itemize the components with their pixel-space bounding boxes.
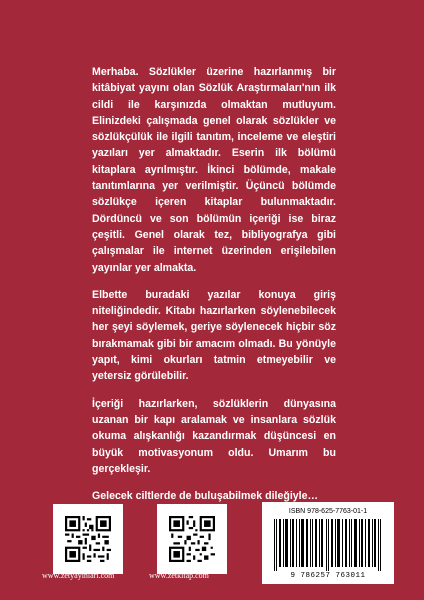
qr-code-zetkitap[interactable] bbox=[157, 504, 227, 574]
blurb-paragraph-1: Merhaba. Sözlükler üzerine hazırlanmış bir kitâbiyat yayını olan Sözlük Araştırmaları'nın ilk cildi ile karşınızda olmaktan mutluyum. Elinizdeki çalışmada genel olarak sözlükler ve sözlükçülük ile ilgili tanıtım, inceleme ve eleştiri yazıları yer almaktadır. Eserin ilk bölümü kitaplara ayrılmıştır. İkinci bölümde, makale tanıtımlarına yer verilmiştir. Üçüncü bölümde sözlükçe içeren kitaplar bulunmaktadır. Dördüncü ve son bölümün içeriği ise biraz çeşitli. Genel olarak tez, bibliyografya gibi çalışmalar ile internet üzerinden erişilebilen yayınlar yer almakta. bbox=[92, 66, 336, 274]
isbn-barcode bbox=[262, 502, 394, 584]
barcode-icon bbox=[272, 519, 384, 571]
blurb-paragraph-4: Gelecek ciltlerde de buluşabilmek dileğiyle… bbox=[92, 490, 319, 503]
footer bbox=[0, 494, 424, 600]
website-url-zetyayinlari[interactable]: www.zetyayinlari.com bbox=[42, 571, 115, 580]
qr-code-icon bbox=[169, 516, 215, 562]
blurb-paragraph-2: Elbette buradaki yazılar konuya giriş niteliğindedir. Kitabı hazırlarken söylenebilecek her şeyi söylemek, geriye söylenecek hiçbir söz bırakmamak gibi bir amacım olmadı. Bu yönüyle yapıt, kimi okurları tatmin etmeyebilir ve yetersiz görülebilir. bbox=[92, 288, 336, 383]
qr-code-zetyayinlari[interactable] bbox=[53, 504, 123, 574]
blurb-paragraph-3: İçeriği hazırlarken, sözlüklerin dünyasına uzanan bir kapı aralamak ve insanlara sözlük okuma alışkanlığı kazandırmak düşüncesi en büyük motivasyonum oldu. Umarım bu gerçekleşir. bbox=[92, 397, 336, 475]
barcode-digits: 9 786257 763011 bbox=[290, 572, 366, 580]
website-url-zetkitap[interactable]: www.zetkitap.com bbox=[149, 571, 209, 580]
isbn-label: ISBN 978-625-7763-01-1 bbox=[288, 508, 368, 515]
blurb-text bbox=[92, 64, 336, 504]
qr-code-icon bbox=[65, 516, 111, 562]
